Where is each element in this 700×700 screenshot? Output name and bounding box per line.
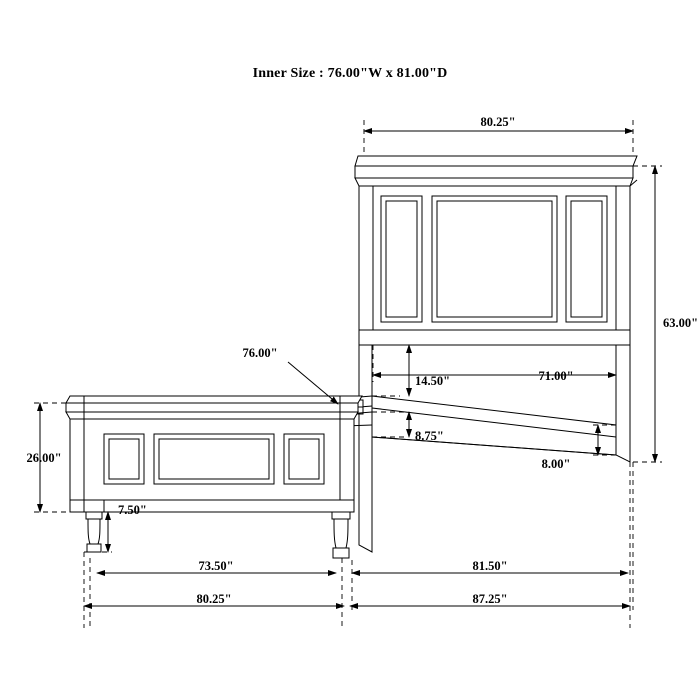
label-headboard-inner-width: 71.00"	[538, 369, 574, 383]
label-headboard-width: 80.25"	[480, 115, 516, 129]
label-footboard-height: 26.00"	[26, 451, 62, 465]
label-mattress-width: 76.00"	[242, 346, 278, 360]
label-rail-top-height: 14.50"	[415, 374, 451, 388]
label-total-length: 87.25"	[472, 592, 508, 606]
page-title: Inner Size : 76.00"W x 81.00"D	[252, 66, 448, 81]
label-leg-height: 7.50"	[118, 503, 147, 517]
footboard	[66, 396, 362, 558]
headboard	[355, 156, 637, 552]
label-side-rail-length: 81.50"	[472, 559, 508, 573]
label-headboard-height: 63.00"	[663, 316, 699, 330]
label-slat-height: 8.75"	[415, 429, 444, 443]
label-rail-bottom-height: 8.00"	[541, 457, 571, 471]
label-footboard-span: 73.50"	[198, 559, 234, 573]
label-total-width: 80.25"	[196, 592, 232, 606]
